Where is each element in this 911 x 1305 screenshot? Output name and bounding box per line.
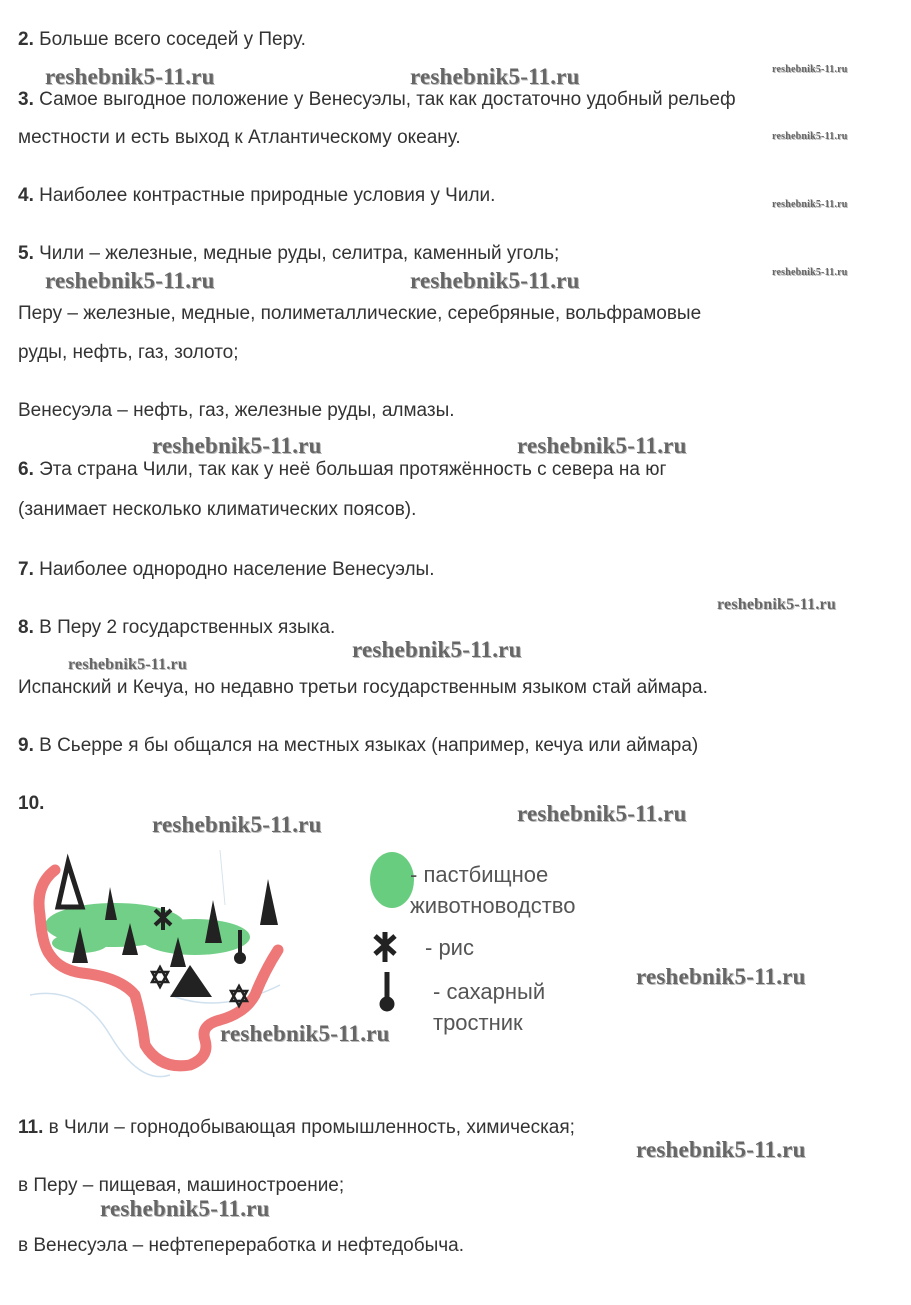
rice-legend-icon: [375, 932, 395, 962]
answer-text: Самое выгодное положение у Венесуэлы, так как достаточно удобный рельеф: [33, 89, 736, 110]
answer-5-peru: Перу – железные, медные, полиметаллические, серебряные, вольфрамовые: [18, 303, 702, 324]
watermark: reshebnik5-11.ru: [100, 1196, 270, 1221]
watermark: reshebnik5-11.ru: [772, 64, 848, 75]
answer-4: [18, 184, 495, 208]
grid-line: [220, 850, 225, 905]
answer-text: Эта страна Чили, так как у неё большая протяжённость с севера на юг: [33, 459, 667, 480]
watermark: reshebnik5-11.ru: [410, 268, 580, 293]
map-legend-icons: [365, 850, 415, 1020]
answer-9: [18, 734, 698, 758]
watermark: reshebnik5-11.ru: [220, 1021, 390, 1046]
answer-number: 11.: [18, 1117, 44, 1138]
legend-sugar-label: - сахарный: [433, 979, 546, 1004]
answer-11-venezuela: в Венесуэла – нефтепереработка и нефтедобыча.: [18, 1235, 465, 1256]
answer-6-cont: (занимает несколько климатических поясов).: [18, 499, 417, 520]
answer-number: 3.: [18, 89, 34, 110]
watermark: reshebnik5-11.ru: [772, 131, 848, 142]
legend-pasture-label-cont: животноводство: [410, 893, 576, 918]
answer-3-cont: местности и есть выход к Атлантическому океану.: [18, 127, 461, 148]
answer-number: 7.: [18, 559, 34, 580]
answer-7: [18, 558, 435, 582]
watermark: reshebnik5-11.ru: [45, 64, 215, 89]
answer-text: Наиболее однородно население Венесуэлы.: [33, 559, 435, 580]
answer-2: [18, 28, 306, 52]
answer-5: [18, 242, 559, 266]
watermark: reshebnik5-11.ru: [717, 596, 836, 613]
answer-text: В Сьерре я бы общался на местных языках (например, кечуа или аймара): [33, 735, 699, 756]
sugar-cane-legend-icon: [382, 972, 392, 1009]
watermark: reshebnik5-11.ru: [517, 433, 687, 458]
watermark: reshebnik5-11.ru: [517, 801, 687, 826]
answer-11: [18, 1116, 575, 1140]
watermark: reshebnik5-11.ru: [152, 433, 322, 458]
answer-text: Чили – железные, медные руды, селитра, каменный уголь;: [33, 243, 560, 264]
watermark: reshebnik5-11.ru: [410, 64, 580, 89]
watermark: reshebnik5-11.ru: [68, 656, 187, 673]
watermark: reshebnik5-11.ru: [352, 637, 522, 662]
answer-5-peru-cont: руды, нефть, газ, золото;: [18, 342, 239, 363]
answer-number: 4.: [18, 185, 34, 206]
answer-3: [18, 88, 736, 112]
legend-sugar-label-cont: тростник: [433, 1010, 523, 1035]
answer-8-cont: Испанский и Кечуа, но недавно третьи государственным языком стай аймара.: [18, 677, 708, 698]
answer-number: 8.: [18, 617, 34, 638]
watermark: reshebnik5-11.ru: [636, 1137, 806, 1162]
answer-text: в Чили – горнодобывающая промышленность, химическая;: [43, 1117, 575, 1138]
answer-11-peru: в Перу – пищевая, машиностроение;: [18, 1175, 345, 1196]
answer-number: 6.: [18, 459, 34, 480]
watermark: reshebnik5-11.ru: [152, 812, 322, 837]
answer-number: 9.: [18, 735, 34, 756]
watermark: reshebnik5-11.ru: [772, 199, 848, 210]
answer-10: [18, 792, 44, 816]
venezuela-map: [20, 845, 320, 1085]
watermark: reshebnik5-11.ru: [772, 267, 848, 278]
answer-number: 5.: [18, 243, 34, 264]
answer-text: Наиболее контрастные природные условия у Чили.: [33, 185, 496, 206]
pasture-legend-icon: [370, 852, 414, 908]
answer-5-venezuela: Венесуэла – нефть, газ, железные руды, алмазы.: [18, 400, 455, 421]
answer-number: 10.: [18, 793, 45, 814]
legend-pasture-label: - пастбищное: [410, 862, 549, 887]
watermark: reshebnik5-11.ru: [45, 268, 215, 293]
watermark: reshebnik5-11.ru: [636, 964, 806, 989]
answer-number: 2.: [18, 29, 34, 50]
answer-text: Больше всего соседей у Перу.: [33, 29, 306, 50]
answer-8: [18, 616, 335, 640]
answer-text: В Перу 2 государственных языка.: [33, 617, 336, 638]
answer-6: [18, 458, 666, 482]
legend-rice-label: - рис: [425, 935, 474, 960]
